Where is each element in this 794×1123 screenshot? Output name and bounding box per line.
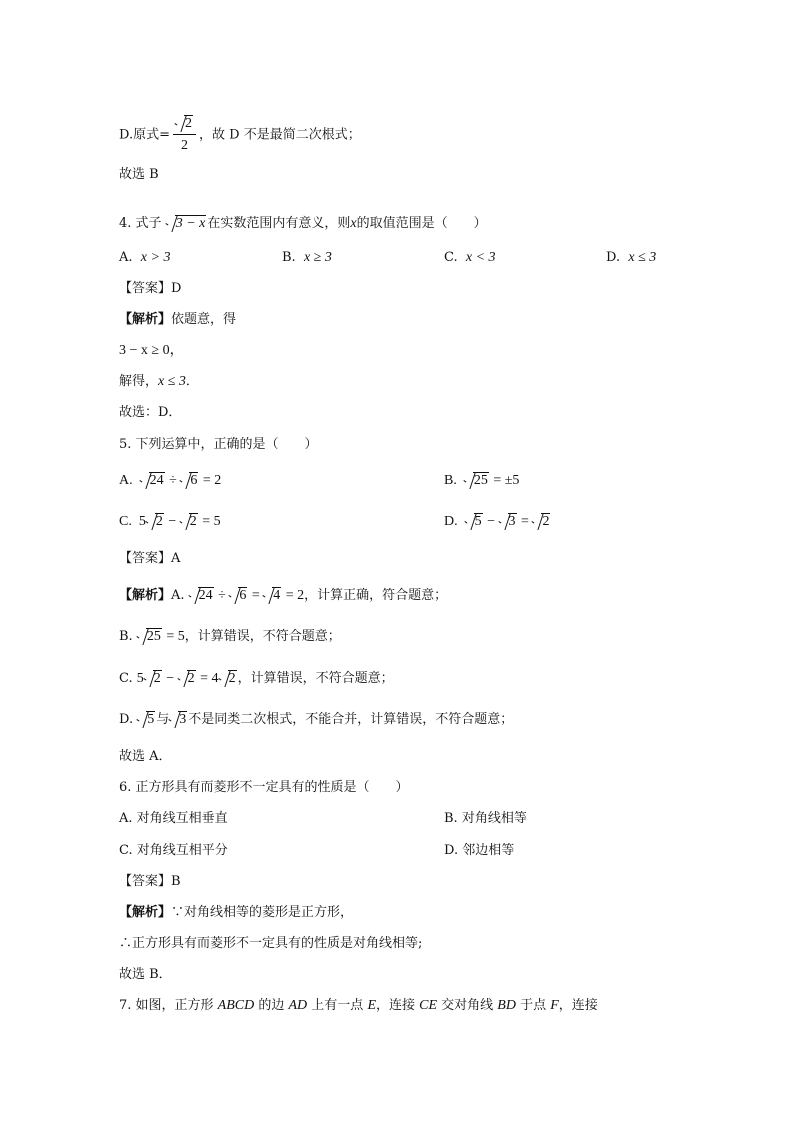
q4-option-b[interactable]: B. x ≥ 3: [282, 250, 332, 265]
q5-analysis-a: 【解析】A. 24 ÷ 6 = 4 = 2，计算正确，符合题意；: [119, 588, 448, 603]
q4-option-d[interactable]: D. x ≤ 3: [606, 250, 657, 265]
q5-option-d[interactable]: D. 5 − 3 = 2: [444, 514, 550, 529]
q3-option-d-explanation: [119, 115, 361, 155]
q4-select: 故选：D．: [119, 405, 182, 420]
q5-analysis-b: B. 25 = 5，计算错误，不符合题意；: [119, 629, 341, 644]
q4-step2: 解得，x ≤ 3．: [119, 374, 199, 389]
q5-analysis-d: D. 5 与 3 不是同类二次根式，不能合并，计算错误，不符合题意；: [119, 712, 514, 727]
q4-stem: 4. 式子 3 − x 在实数范围内有意义，则x的取值范围是（ ）: [119, 216, 487, 231]
d-line-suffix: ，故 D 不是最简二次根式；: [199, 127, 361, 143]
q6-option-a[interactable]: A. 对角线互相垂直: [119, 811, 228, 826]
d-line-prefix: D.原式=: [119, 127, 170, 143]
q6-select: 故选 B．: [119, 967, 172, 982]
q6-option-b[interactable]: B. 对角线相等: [444, 811, 527, 826]
q4-option-a[interactable]: A. x > 3: [119, 250, 171, 265]
fraction: $\frac{2}{2}$: [173, 115, 196, 155]
q6-option-c[interactable]: C. 对角线互相平分: [119, 843, 228, 858]
q5-select: 故选 A．: [119, 749, 172, 764]
q5-answer: 【答案】A: [119, 551, 181, 566]
q4-answer: 【答案】D: [119, 281, 182, 296]
q4-option-c[interactable]: C. x < 3: [444, 250, 496, 265]
q5-option-c[interactable]: C. 5 2 − 2 = 5: [119, 514, 221, 529]
q5-option-a[interactable]: A. 24 ÷ 6 = 2: [119, 473, 222, 488]
q6-answer: 【答案】B: [119, 874, 181, 889]
q6-stem: 6. 正方形具有而菱形不一定具有的性质是（ ）: [119, 780, 409, 795]
q6-analysis: 【解析】∵对角线相等的菱形是正方形，: [119, 905, 354, 920]
q6-therefore: ∴正方形具有而菱形不一定具有的性质是对角线相等;: [119, 936, 423, 951]
q3-select: 故选 B: [119, 167, 159, 182]
q4-step1: 3 − x ≥ 0，: [119, 343, 184, 358]
q6-option-d[interactable]: D. 邻边相等: [444, 843, 515, 858]
sqrt-sign: 2: [175, 115, 193, 133]
q5-option-b[interactable]: B. 25 = ±5: [444, 473, 520, 488]
sqrt-sign: 3 − x: [166, 215, 207, 233]
q4-analysis: 【解析】依题意，得: [119, 312, 237, 327]
q5-stem: 5. 下列运算中，正确的是（ ）: [119, 437, 318, 452]
q7-stem: 7. 如图，正方形 ABCD 的边 AD 上有一点 E，连接 CE 交对角线 BD 于点 F，连接: [119, 998, 598, 1013]
q5-analysis-c: C. 5 2 − 2 = 4 2 ，计算错误，不符合题意；: [119, 671, 394, 686]
